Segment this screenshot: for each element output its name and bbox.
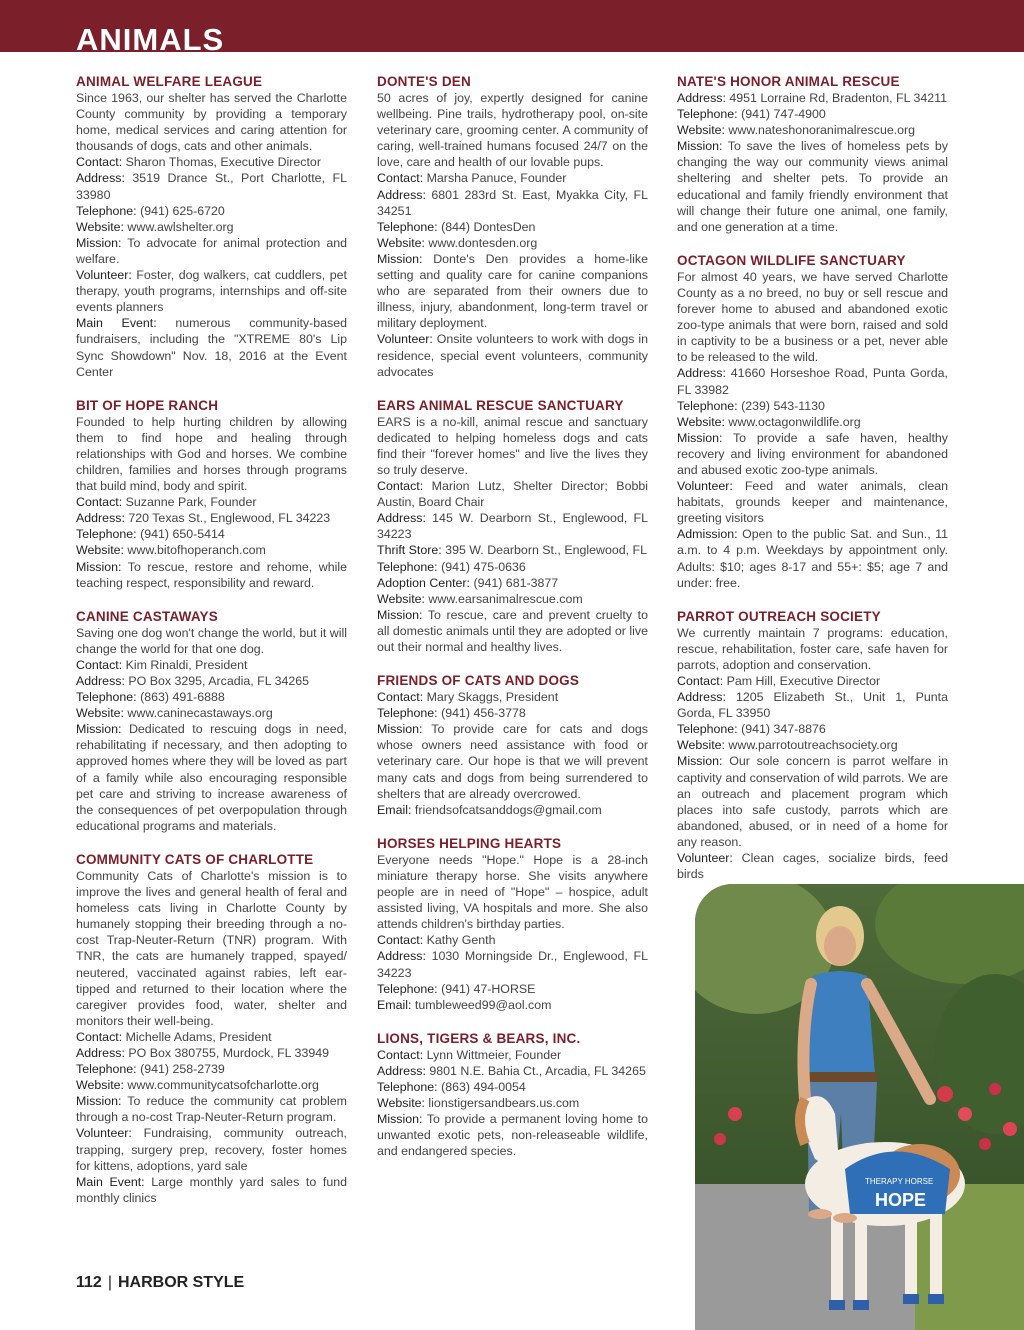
entry-title: ANIMAL WELFARE LEAGUE	[76, 74, 263, 89]
field-value: Open to the public Sat. and Sun., 11 a.m. to 4 p.m. Weekdays by appointment only. Adults: $10; ages 8-17 and 55+: $5; age 7 and under: free.	[677, 527, 948, 590]
field-label: Mission:	[377, 722, 423, 737]
field-label: Telephone:	[377, 706, 438, 721]
directory-entry	[377, 74, 648, 380]
field-value: (941) 475-0636	[437, 559, 526, 574]
field-label: Contact:	[377, 933, 424, 948]
field-label: Main Event:	[76, 316, 157, 331]
field-label: Mission:	[76, 559, 122, 574]
field-label: Thrift Store:	[377, 543, 442, 558]
field-label: Address:	[76, 1045, 125, 1060]
field-value: 720 Texas St., Englewood, FL 34223	[124, 511, 331, 526]
field-label: Address:	[377, 187, 426, 202]
field-label: Website:	[677, 414, 725, 429]
field-value: 50 acres of joy, expertly designed for canine wellbeing. Pine trails, hydrotherapy pool, on-site veterinary care, grooming center. A community of caring, well-trained humans focused 24/7 on the love, care and health of our lovable pups.	[377, 91, 648, 170]
field-value: To rescue, care and prevent cruelty to all domestic animals until they are adopted or live out their normal and healthy lives.	[377, 607, 648, 654]
field-value: Clean cages, socialize birds, feed birds	[677, 851, 948, 882]
field-value: 41660 Horseshoe Road, Punta Gorda, FL 33982	[677, 366, 948, 397]
entry-title: PARROT OUTREACH SOCIETY	[677, 608, 881, 624]
entry-field	[377, 1063, 648, 1079]
field-label: Contact:	[76, 155, 123, 170]
entry-field	[677, 673, 948, 689]
field-value: Community Cats of Charlotte's mission is to improve the lives and general health of feral and homeless cats living in Charlotte County by humanely stopping their breeding through a no-cost Trap-Neuter-Return (TNR) program. With TNR, the cats are humanely trapped, spayed/ neutered, vaccinated against rabies, left ear-tipped and returned to their location where the caregiver provides food, water, shelter and monitors their well-being.	[76, 868, 347, 1028]
field-label: Contact:	[677, 674, 724, 688]
entry-title: FRIENDS OF CATS AND DOGS	[377, 673, 580, 689]
field-label: Contact:	[76, 495, 123, 510]
field-value: (941) 258-2739	[136, 1062, 225, 1077]
entry-description	[76, 625, 347, 657]
entry-description	[377, 90, 648, 170]
field-label: Mission:	[677, 139, 723, 154]
field-value: To rescue, restore and rehome, while teaching respect, responsibility and reward.	[76, 559, 347, 590]
field-value: www.caninecastaways.org	[123, 706, 273, 721]
entry-field	[76, 267, 347, 315]
field-value: Suzanne Park, Founder	[122, 495, 257, 510]
entry-field	[677, 526, 948, 590]
field-label: Telephone:	[76, 690, 137, 705]
entry-field	[377, 981, 648, 997]
page-number: 112	[76, 1274, 102, 1291]
field-label: Mission:	[377, 607, 423, 622]
directory-entry	[377, 673, 648, 818]
directory-entry	[377, 1031, 648, 1160]
field-label: Address:	[677, 366, 726, 381]
directory-entry	[76, 852, 347, 1206]
field-label: Volunteer:	[677, 851, 733, 866]
field-value: Large monthly yard sales to fund monthly clinics	[76, 1174, 347, 1205]
entry-field	[76, 219, 347, 235]
field-value: Michelle Adams, President	[122, 1029, 272, 1044]
field-value: (863) 494-0054	[437, 1079, 526, 1094]
field-label: Website:	[76, 543, 124, 558]
entry-field	[76, 689, 347, 705]
field-value: Our sole concern is parrot welfare in captivity and conservation of wild parrots. We are an outreach and placement program which places into safe custody, parrots which are abandoned, abused, or in need of a home for any reason.	[677, 754, 948, 849]
field-value: Kathy Genth	[423, 933, 496, 948]
column-1	[76, 74, 347, 1224]
field-value: We currently maintain 7 programs: education, rescue, rehabilitation, foster care, safe haven for parrots, adoption and conservation.	[677, 625, 948, 672]
entry-field	[377, 607, 648, 655]
field-value: (941) 681-3877	[470, 575, 559, 590]
field-value: 1030 Morningside Dr., Englewood, FL 34223	[377, 949, 648, 980]
entry-field	[76, 526, 347, 542]
field-value: www.awlshelter.org	[123, 219, 234, 234]
field-label: Adoption Center:	[377, 575, 470, 590]
field-label: Telephone:	[377, 981, 438, 996]
field-value: To provide care for cats and dogs whose owners need assistance with food or veterinary care. Our hope is that we will prevent many cats and dogs from being surrendered to shelters that are already overcrowed.	[377, 722, 648, 801]
directory-entry	[377, 836, 648, 1013]
field-value: Since 1963, our shelter has served the Charlotte County community by providing a temporary home, medical services and caring attention for thousands of dogs, cats and other animals.	[76, 91, 347, 154]
directory-entry	[677, 609, 948, 883]
entry-field	[76, 510, 347, 526]
field-value: PO Box 3295, Arcadia, FL 34265	[124, 674, 310, 688]
field-value: 9801 N.E. Bahia Ct., Arcadia, FL 34265	[425, 1063, 646, 1078]
field-label: Address:	[76, 674, 125, 688]
field-label: Email:	[377, 802, 412, 817]
field-value: (941) 625-6720	[136, 203, 225, 218]
field-value: numerous community-based fundraisers, including the "XTREME 80's Lip Sync Showdown" Nov. 18, 2016 at the Event Center	[76, 316, 347, 379]
field-value: 145 W. Dearborn St., Englewood, FL 34223	[377, 511, 648, 542]
field-value: PO Box 380755, Murdock, FL 33949	[124, 1045, 330, 1060]
field-value: 1205 Elizabeth St., Unit 1, Punta Gorda, FL 33950	[677, 690, 948, 721]
entry-title: NATE'S HONOR ANIMAL RESCUE	[677, 74, 900, 89]
entry-field	[377, 542, 648, 558]
entry-field	[377, 478, 648, 510]
field-value: (844) DontesDen	[437, 219, 536, 234]
entry-field	[377, 235, 648, 251]
vest-text-small: THERAPY HORSE	[865, 1177, 934, 1186]
field-value: For almost 40 years, we have served Charlotte County as a no breed, no buy or sell rescue and forever home to abused and abandoned exotic zoo-type animals that were born, raised and sold in captivity to be a business or a pet, never able to be released to the wild.	[677, 269, 948, 365]
field-label: Volunteer:	[377, 332, 433, 347]
field-label: Address:	[377, 511, 426, 526]
field-label: Contact:	[377, 690, 424, 705]
field-value: 3519 Drance St., Port Charlotte, FL 33980	[76, 171, 347, 202]
entry-field	[76, 170, 347, 202]
entry-field	[76, 1045, 347, 1061]
entry-field	[677, 122, 948, 138]
field-value: (941) 456-3778	[437, 706, 526, 721]
field-value: Donte's Den provides a home-like setting and quality care for canine companions who are separated from their owners due to illness, injury, abandonment, long-term travel or military deployment.	[377, 251, 648, 331]
entry-field	[377, 802, 648, 818]
field-value: www.parrotoutreachsociety.org	[724, 738, 898, 753]
field-label: Telephone:	[677, 722, 738, 737]
field-label: Website:	[377, 591, 425, 606]
field-label: Telephone:	[677, 107, 738, 122]
entry-field	[677, 138, 948, 235]
field-value: (941) 347-8876	[737, 722, 826, 737]
entry-title: HORSES HELPING HEARTS	[377, 835, 562, 851]
entry-description	[677, 269, 948, 366]
entry-field	[377, 705, 648, 721]
entry-field	[377, 721, 648, 801]
field-value: Kim Rinaldi, President	[122, 657, 248, 672]
entry-description	[377, 852, 648, 932]
field-label: Address:	[377, 949, 426, 964]
directory-entry	[377, 398, 648, 655]
field-label: Mission:	[377, 1112, 423, 1127]
entry-field	[377, 948, 648, 980]
directory-entry	[677, 253, 948, 591]
field-label: Website:	[377, 1096, 425, 1111]
entry-title: CANINE CASTAWAYS	[76, 608, 218, 624]
entry-field	[76, 154, 347, 170]
photo-illustration	[695, 884, 1024, 1330]
entry-field	[677, 753, 948, 850]
field-value: Sharon Thomas, Executive Director	[122, 155, 321, 170]
field-value: Onsite volunteers to work with dogs in residence, special event volunteers, community advocates	[377, 332, 648, 379]
field-label: Website:	[76, 219, 124, 234]
entry-field	[377, 1047, 648, 1063]
field-value: To save the lives of homeless pets by changing the way our community views animal sheltering and shelter pets. To provide an educational and family friendly environment that will change their future one animal, one family, and one generation at a time.	[677, 139, 948, 234]
entry-field	[76, 542, 347, 558]
entry-field	[677, 737, 948, 753]
field-value: Dedicated to rescuing dogs in need, rehabilitating if necessary, and then adopting to approved homes where they will be loved as part of a family while also encouraging responsible pet care and striving to increase awareness of the consequences of pet overpopulation through educational programs and materials.	[76, 722, 347, 833]
field-label: Mission:	[76, 1094, 122, 1109]
field-value: Lynn Wittmeier, Founder	[423, 1047, 562, 1062]
entry-description	[677, 625, 948, 673]
publication-name: HARBOR STYLE	[117, 1274, 245, 1291]
entry-field	[377, 997, 648, 1013]
entry-field	[76, 657, 347, 673]
entry-field	[76, 1093, 347, 1125]
vest-text-hope: HOPE	[875, 1190, 927, 1210]
entry-field	[677, 478, 948, 526]
field-label: Address:	[76, 171, 125, 186]
field-value: (941) 650-5414	[136, 527, 225, 542]
entry-field	[377, 575, 648, 591]
field-label: Telephone:	[377, 559, 438, 574]
entry-field	[677, 850, 948, 882]
field-label: Mission:	[377, 251, 423, 266]
field-value: Marsha Panuce, Founder	[423, 171, 567, 186]
entry-field	[377, 219, 648, 235]
entry-field	[76, 1125, 347, 1173]
field-value: To reduce the community cat problem through a no-cost Trap-Neuter-Return program.	[76, 1094, 347, 1125]
field-label: Website:	[76, 1078, 124, 1093]
field-label: Website:	[677, 123, 725, 138]
field-label: Contact:	[76, 1029, 123, 1044]
entry-title: OCTAGON WILDLIFE SANCTUARY	[677, 252, 906, 268]
field-value: Fundraising, community outreach, trapping, surgery prep, recovery, foster homes for kittens, adoptions, yard sale	[76, 1126, 347, 1173]
field-value: Everyone needs "Hope." Hope is a 28-inch miniature therapy horse. She visits anywhere people are in need of "Hope" – hospice, adult assisted living, VA hospitals and more. She also attends children's birthday parties.	[377, 852, 648, 932]
field-label: Telephone:	[377, 219, 438, 234]
field-value: Saving one dog won't change the world, but it will change the world for that one dog.	[76, 625, 347, 656]
entry-field	[377, 170, 648, 186]
field-label: Contact:	[377, 1047, 424, 1062]
entry-field	[76, 203, 347, 219]
entry-field	[377, 932, 648, 948]
entry-field	[677, 414, 948, 430]
entry-field	[377, 1095, 648, 1111]
field-label: Contact:	[76, 657, 123, 672]
entry-field	[677, 721, 948, 737]
field-value: tumbleweed99@aol.com	[411, 997, 552, 1012]
entry-title: COMMUNITY CATS OF CHARLOTTE	[76, 851, 314, 867]
field-value: 6801 283rd St. East, Myakka City, FL 34251	[377, 187, 648, 218]
entry-description	[76, 868, 347, 1029]
directory-entry	[76, 398, 347, 591]
field-value: (941) 47-HORSE	[437, 981, 536, 996]
field-value: www.octagonwildlife.org	[724, 414, 861, 429]
directory-entry	[76, 609, 347, 834]
field-value: 4951 Lorraine Rd, Bradenton, FL 34211	[725, 91, 948, 105]
entry-title: DONTE'S DEN	[377, 74, 471, 89]
entry-field	[677, 90, 948, 106]
field-label: Address:	[677, 91, 726, 105]
entry-field	[677, 398, 948, 414]
field-label: Website:	[76, 706, 124, 721]
hope-therapy-horse-photo	[695, 884, 1024, 1330]
field-label: Mission:	[677, 430, 723, 445]
entry-field	[76, 673, 347, 689]
footer-separator: |	[107, 1274, 112, 1291]
field-value: Feed and water animals, clean habitats, grounds keeper and maintenance, greeting visitors	[677, 479, 948, 526]
field-label: Address:	[76, 511, 125, 526]
field-label: Volunteer:	[677, 479, 733, 494]
field-value: www.bitofhoperanch.com	[123, 543, 266, 558]
field-value: Founded to help hurting children by allowing them to find hope and healing through relationships with God and horses. We combine children, families and horses through programs that build mind, body and spirit.	[76, 414, 347, 494]
entry-title: EARS ANIMAL RESCUE SANCTUARY	[377, 397, 624, 413]
entry-field	[76, 494, 347, 510]
entry-field	[377, 1079, 648, 1095]
field-value: 395 W. Dearborn St., Englewood, FL	[441, 543, 647, 558]
directory-entry	[76, 74, 347, 380]
entry-field	[377, 591, 648, 607]
field-value: To provide a safe haven, healthy recovery and living environment for abandoned and abused exotic zoo-type animals.	[677, 430, 948, 477]
field-label: Address:	[377, 1063, 426, 1078]
field-label: Mission:	[677, 754, 723, 769]
field-label: Volunteer:	[76, 1126, 132, 1141]
field-value: Pam Hill, Executive Director	[723, 674, 881, 688]
entry-field	[377, 1111, 648, 1159]
entry-field	[76, 705, 347, 721]
field-label: Website:	[377, 235, 425, 250]
entry-field	[76, 1029, 347, 1045]
field-label: Telephone:	[76, 203, 137, 218]
field-label: Telephone:	[677, 398, 738, 413]
field-value: Marion Lutz, Shelter Director; Bobbi Austin, Board Chair	[377, 479, 648, 510]
field-value: www.communitycatsofcharlotte.org	[123, 1078, 319, 1093]
field-value: To provide a permanent loving home to unwanted exotic pets, non-releaseable wildlife, and endangered species.	[377, 1112, 648, 1159]
entry-field	[76, 559, 347, 591]
entry-field	[76, 1077, 347, 1093]
entry-field	[677, 106, 948, 122]
field-label: Volunteer:	[76, 268, 132, 283]
page-footer	[76, 1274, 244, 1292]
field-label: Telephone:	[377, 1079, 438, 1094]
field-value: (941) 747-4900	[737, 107, 826, 122]
field-label: Telephone:	[76, 1062, 137, 1077]
entry-field	[377, 559, 648, 575]
column-3	[677, 74, 948, 900]
field-label: Admission:	[677, 527, 738, 542]
field-value: Mary Skaggs, President	[423, 690, 559, 705]
field-value: www.dontesden.org	[424, 235, 538, 250]
entry-field	[677, 365, 948, 397]
field-label: Email:	[377, 997, 412, 1012]
entry-description	[76, 414, 347, 494]
field-label: Contact:	[377, 479, 424, 494]
field-value: lionstigersandbears.us.com	[424, 1096, 580, 1111]
directory-entry	[677, 74, 948, 235]
entry-field	[377, 689, 648, 705]
entry-description	[76, 90, 347, 154]
field-label: Mission:	[76, 722, 122, 737]
entry-field	[76, 1174, 347, 1206]
field-label: Address:	[677, 690, 726, 705]
entry-description	[377, 414, 648, 478]
field-label: Main Event:	[76, 1174, 145, 1189]
entry-field	[76, 1061, 347, 1077]
entry-field	[677, 430, 948, 478]
entry-title: LIONS, TIGERS & BEARS, INC.	[377, 1030, 581, 1046]
field-label: Website:	[677, 738, 725, 753]
entry-field	[377, 187, 648, 219]
entry-field	[677, 689, 948, 721]
column-2	[377, 74, 648, 1177]
entry-field	[76, 721, 347, 834]
field-value: To advocate for animal protection and welfare.	[76, 235, 347, 266]
field-value: Foster, dog walkers, cat cuddlers, pet therapy, youth programs, internships and off-site events planners	[76, 268, 347, 315]
entry-field	[76, 235, 347, 267]
field-label: Telephone:	[76, 527, 137, 542]
field-value: www.nateshonoranimalrescue.org	[724, 123, 916, 138]
entry-field	[377, 331, 648, 379]
field-label: Contact:	[377, 171, 424, 186]
entry-field	[76, 315, 347, 379]
field-value: (863) 491-6888	[136, 690, 225, 705]
entry-field	[377, 251, 648, 331]
field-value: friendsofcatsanddogs@gmail.com	[411, 802, 602, 817]
field-label: Mission:	[76, 235, 122, 250]
field-value: EARS is a no-kill, animal rescue and sanctuary dedicated to helping homeless dogs and cats find their "forever homes" and live the lives they so truly deserve.	[377, 414, 648, 477]
section-title: ANIMALS	[76, 22, 225, 57]
entry-field	[377, 510, 648, 542]
field-value: www.earsanimalrescue.com	[424, 591, 583, 606]
field-value: (239) 543-1130	[737, 398, 825, 413]
entry-title: BIT OF HOPE RANCH	[76, 397, 219, 413]
